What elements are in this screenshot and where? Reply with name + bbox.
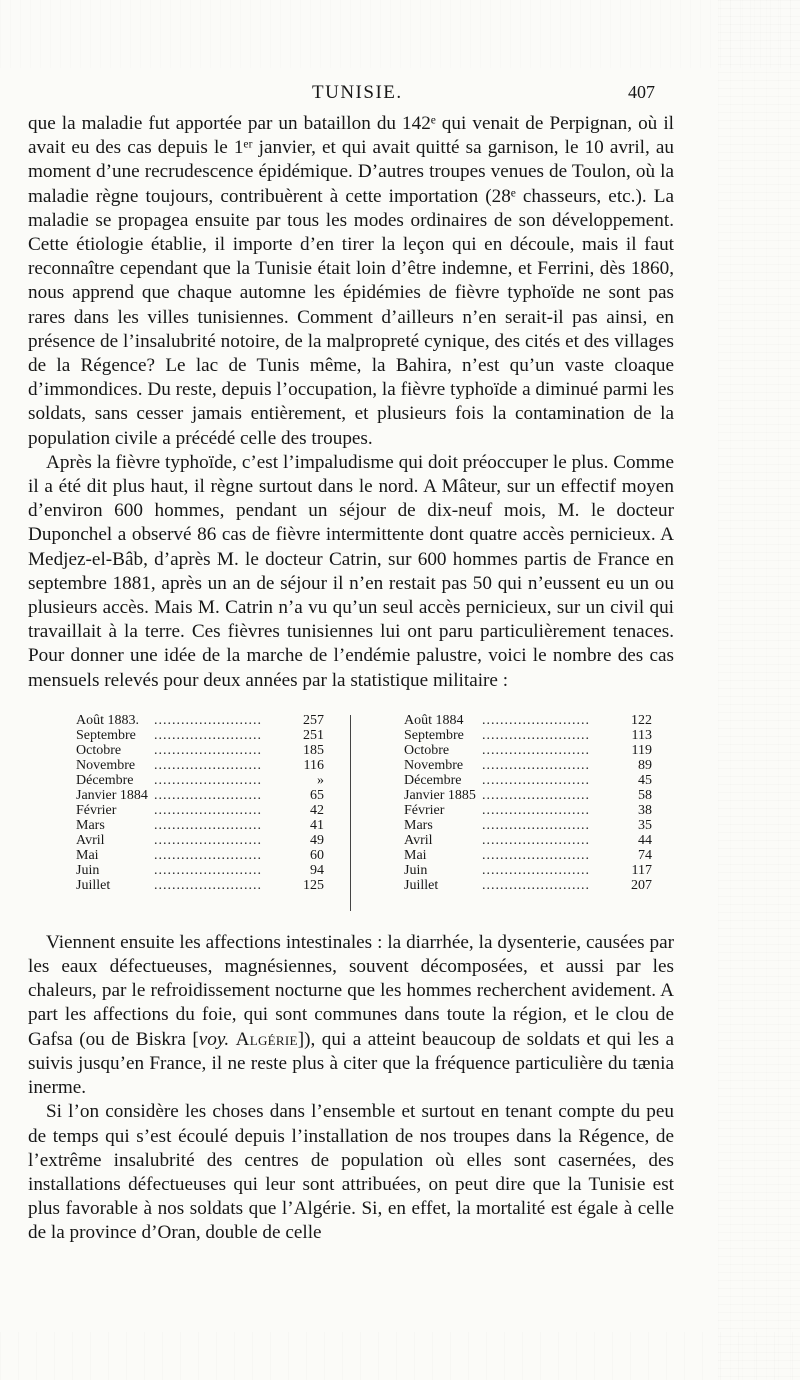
month-label: Mai bbox=[404, 847, 427, 863]
table-row bbox=[404, 818, 652, 833]
table-row bbox=[76, 773, 324, 788]
dot-leader: ........................ bbox=[482, 757, 590, 773]
dot-leader: ........................ bbox=[482, 847, 590, 863]
month-value: 257 bbox=[303, 712, 324, 728]
month-label: Février bbox=[404, 802, 445, 818]
table-row bbox=[76, 743, 324, 758]
month-label: Juillet bbox=[404, 877, 439, 893]
dot-leader: ........................ bbox=[482, 742, 590, 758]
month-value: 119 bbox=[631, 742, 652, 758]
page-header bbox=[0, 82, 800, 108]
month-label: Mai bbox=[76, 847, 99, 863]
right-scan-noise bbox=[718, 0, 800, 1380]
month-label: Février bbox=[76, 802, 117, 818]
dot-leader: ........................ bbox=[482, 817, 590, 833]
month-label: Juillet bbox=[76, 877, 111, 893]
table-row bbox=[404, 863, 652, 878]
month-value: 49 bbox=[310, 832, 324, 848]
dot-leader: ........................ bbox=[482, 772, 590, 788]
month-label: Janvier 1884 bbox=[76, 787, 148, 803]
table-row bbox=[404, 848, 652, 863]
table-row bbox=[404, 878, 652, 893]
month-value: 122 bbox=[631, 712, 652, 728]
month-value: 38 bbox=[638, 802, 652, 818]
table-row bbox=[404, 773, 652, 788]
dot-leader: ........................ bbox=[154, 757, 262, 773]
table-row bbox=[76, 728, 324, 743]
paragraph-3-before-reference: Viennent ensuite les affections intestinales : la diarrhée, la dysenterie, causées par les eaux défectueuses, magnésiennes, souvent décomposées, et aussi par les chaleurs, par le refroidissement nocturne que les hommes recherchent avidement. A part les affections du foie, qui sont communes dans toute la région, et le clou de Gafsa (ou de Biskra [ bbox=[28, 931, 674, 1050]
month-value: 185 bbox=[303, 742, 324, 758]
month-value: 207 bbox=[631, 877, 652, 893]
month-label: Novembre bbox=[404, 757, 464, 773]
month-value: 58 bbox=[638, 787, 652, 803]
table-divider bbox=[350, 715, 351, 911]
see-reference: voy. bbox=[198, 1028, 230, 1050]
month-value: 89 bbox=[638, 757, 652, 773]
dot-leader: ........................ bbox=[154, 847, 262, 863]
month-label: Avril bbox=[404, 832, 433, 848]
month-label: Juin bbox=[404, 862, 428, 878]
month-value: 42 bbox=[310, 802, 324, 818]
month-value: 116 bbox=[303, 757, 324, 773]
dot-leader: ........................ bbox=[154, 832, 262, 848]
month-label: Octobre bbox=[76, 742, 122, 758]
month-value: 117 bbox=[631, 862, 652, 878]
month-label: Mars bbox=[404, 817, 433, 833]
month-value: 125 bbox=[303, 877, 324, 893]
dot-leader: ........................ bbox=[154, 712, 262, 728]
month-value: 113 bbox=[631, 727, 652, 743]
dot-leader: ........................ bbox=[482, 877, 590, 893]
monthly-fever-statistics-table bbox=[28, 713, 674, 913]
month-value: 41 bbox=[310, 817, 324, 833]
table-row bbox=[404, 788, 652, 803]
month-value: 251 bbox=[303, 727, 324, 743]
page-content bbox=[28, 112, 674, 1246]
month-value: » bbox=[317, 772, 324, 788]
dot-leader: ........................ bbox=[154, 862, 262, 878]
dot-leader: ........................ bbox=[154, 742, 262, 758]
dot-leader: ........................ bbox=[154, 787, 262, 803]
paragraph-1: que la maladie fut apportée par un bataillon du 142ᵉ qui venait de Perpignan, où il avait eu des cas depuis le 1ᵉʳ janvier, et qui avait quitté sa garnison, le 10 avril, au moment d’une recrudescence épidémique. D’autres troupes venues de Toulon, où la maladie règne toujours, contribuèrent à cette importation (28ᵉ chasseurs, etc.). La maladie se propagea ensuite par tous les modes ordinaires de son développement. Cette étiologie établie, il importe d’en tirer la leçon qui en découle, mais il faut reconnaître cependant que la Tunisie était loin d’être indemne, et Ferrini, dès 1860, nous apprend que chaque automne les épidémies de fièvre typhoïde ne sont pas rares dans les villes tunisiennes. Comment d’ailleurs n’en serait-il pas ainsi, en présence de l’insalubrité notoire, de la malpropreté cynique, des cités et des villages de la Régence? Le lac de Tunis même, la Bahira, n’est qu’un vaste cloaque d’immondices. Du reste, depuis l’occupation, la fièvre typhoïde a diminué parmi les soldats, sans cesser jamais entièrement, et plusieurs fois la contamination de la population civile a précédé celle des troupes. bbox=[28, 113, 674, 449]
month-label: Octobre bbox=[404, 742, 450, 758]
month-label: Avril bbox=[76, 832, 105, 848]
month-value: 60 bbox=[310, 847, 324, 863]
dot-leader: ........................ bbox=[482, 862, 590, 878]
month-label: Décembre bbox=[76, 772, 134, 788]
month-label: Janvier 1885 bbox=[404, 787, 476, 803]
month-label: Septembre bbox=[404, 727, 464, 743]
table-row bbox=[76, 863, 324, 878]
dot-leader: ........................ bbox=[482, 832, 590, 848]
bottom-scan-noise bbox=[0, 1332, 800, 1380]
dot-leader: ........................ bbox=[482, 712, 590, 728]
table-row bbox=[404, 713, 652, 728]
month-value: 94 bbox=[310, 862, 324, 878]
top-scan-noise bbox=[0, 0, 800, 68]
page-number: 407 bbox=[628, 82, 655, 102]
table-row bbox=[76, 833, 324, 848]
table-row bbox=[76, 803, 324, 818]
month-value: 65 bbox=[310, 787, 324, 803]
algerie-reference: Algérie bbox=[235, 1028, 298, 1050]
statistics-left-column bbox=[76, 713, 324, 893]
dot-leader: ........................ bbox=[154, 802, 262, 818]
statistics-right-column bbox=[404, 713, 652, 893]
month-label: Décembre bbox=[404, 772, 462, 788]
month-label: Septembre bbox=[76, 727, 136, 743]
table-row bbox=[404, 833, 652, 848]
table-row bbox=[404, 728, 652, 743]
dot-leader: ........................ bbox=[154, 817, 262, 833]
month-label: Août 1883. bbox=[76, 712, 139, 728]
table-row bbox=[76, 818, 324, 833]
paragraph-4: Si l’on considère les choses dans l’ensemble et surtout en tenant compte du peu de temps qui s’est écoulé depuis l’installation de nos troupes dans la Régence, de l’extrême insalubrité des centres de population où elles sont casernées, des installations défectueuses qui leur sont attribuées, on peut dire que la Tunisie est plus favorable à nos soldats que l’Algérie. Si, en effet, la mortalité est égale à celle de la province d’Oran, double de celle bbox=[28, 1101, 674, 1244]
dot-leader: ........................ bbox=[154, 727, 262, 743]
table-row bbox=[76, 878, 324, 893]
table-row bbox=[76, 713, 324, 728]
table-row bbox=[76, 848, 324, 863]
dot-leader: ........................ bbox=[154, 772, 262, 788]
table-row bbox=[404, 803, 652, 818]
month-value: 44 bbox=[638, 832, 652, 848]
month-label: Juin bbox=[76, 862, 100, 878]
month-value: 74 bbox=[638, 847, 652, 863]
paragraph-3-after-reference: ]), qui a atteint beaucoup de soldats et qui les a suivis jusqu’en France, il ne reste plus à citer que la fréquence particulière du tænia inerme. bbox=[28, 1028, 675, 1099]
table-row bbox=[76, 788, 324, 803]
dot-leader: ........................ bbox=[482, 802, 590, 818]
table-row bbox=[76, 758, 324, 773]
running-title: TUNISIE. bbox=[312, 82, 403, 103]
table-row bbox=[404, 743, 652, 758]
month-label: Août 1884 bbox=[404, 712, 464, 728]
month-label: Novembre bbox=[76, 757, 136, 773]
table-row bbox=[404, 758, 652, 773]
month-value: 35 bbox=[638, 817, 652, 833]
dot-leader: ........................ bbox=[482, 787, 590, 803]
month-value: 45 bbox=[638, 772, 652, 788]
dot-leader: ........................ bbox=[482, 727, 590, 743]
paragraph-2: Après la fièvre typhoïde, c’est l’impaludisme qui doit préoccuper le plus. Comme il a été dit plus haut, il règne surtout dans le nord. A Mâteur, sur un effectif moyen d’environ 600 hommes, pendant un séjour de dix-neuf mois, M. le docteur Duponchel a observé 86 cas de fièvre intermittente dont quatre accès pernicieux. A Medjez-el-Bâb, d’après M. le docteur Catrin, sur 600 hommes partis de France en septembre 1881, après un an de séjour il n’en restait pas 50 qui n’eussent eu un ou plusieurs accès. Mais M. Catrin n’a vu qu’un seul accès pernicieux, sur un civil qui travaillait à la terre. Ces fièvres tunisiennes lui ont paru particulièrement tenaces. Pour donner une idée de la marche de l’endémie palustre, voici le nombre des cas mensuels relevés pour deux années par la statistique militaire : bbox=[28, 451, 674, 691]
dot-leader: ........................ bbox=[154, 877, 262, 893]
month-label: Mars bbox=[76, 817, 105, 833]
paragraph-3 bbox=[28, 931, 674, 1100]
